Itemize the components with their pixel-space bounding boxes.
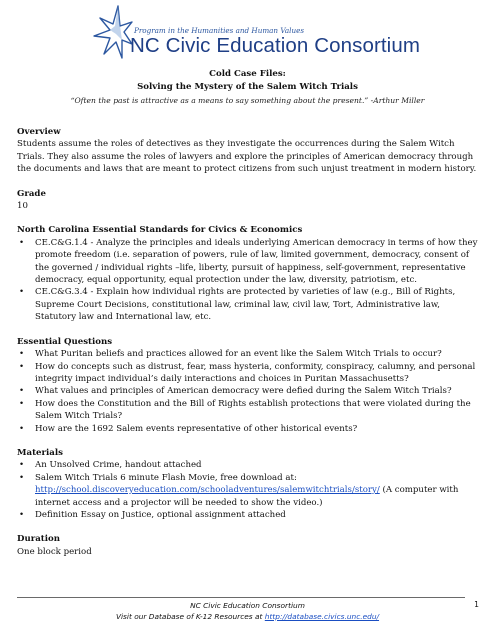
standard-text: CE.C&G.3.4 - Explain how individual rights are protected by varieties of law (e.g., Bill of Rights, Supreme Court Decisions, constitutional law, criminal law, civil law, Tort, Administrative law, Statutory law and International law, etc. bbox=[35, 287, 456, 323]
grade-heading: Grade bbox=[17, 188, 46, 199]
page-footer bbox=[0, 600, 495, 622]
standard-text: CE.C&G.1.4 - Analyze the principles and ideals underlying American democracy in terms of how they promote freedom (i.e. separation of powers, rule of law, limited government, democracy, consent of the governed / individual rights –life, liberty, pursuit of happiness, self-government, representative democracy, equal opportunity, equal protection under the law, diversity, patriotism, etc. bbox=[35, 237, 478, 286]
question-text: How does the Constitution and the Bill of Rights establish protections that were violated during the Salem Witch Trials? bbox=[35, 398, 471, 422]
question-text: What Puritan beliefs and practices allowed for an event like the Salem Witch Trials to occur? bbox=[35, 349, 442, 360]
page-number: 1 bbox=[474, 600, 479, 609]
list-item bbox=[17, 472, 479, 509]
footer-org-name: NC Civic Education Consortium bbox=[190, 601, 305, 610]
questions-list bbox=[17, 348, 479, 435]
document-body bbox=[17, 126, 479, 558]
list-item bbox=[17, 237, 479, 287]
bullet-icon: • bbox=[19, 460, 25, 471]
bullet-icon: • bbox=[19, 472, 25, 483]
org-logo bbox=[88, 4, 420, 62]
question-text: What values and principles of American democracy were defied during the Salem Witch Trials? bbox=[35, 386, 452, 397]
list-item bbox=[17, 459, 479, 471]
list-item bbox=[17, 361, 479, 386]
list-item bbox=[17, 398, 479, 423]
bullet-icon: • bbox=[19, 349, 25, 360]
title-line-2: Solving the Mystery of the Salem Witch Trials bbox=[137, 82, 358, 92]
database-link[interactable]: http://database.civics.unc.edu/ bbox=[264, 612, 380, 621]
list-item bbox=[17, 423, 479, 435]
material-text: An Unsolved Crime, handout attached bbox=[35, 460, 202, 471]
document-title bbox=[0, 68, 495, 94]
title-line-1: Cold Case Files: bbox=[209, 69, 286, 79]
footer-visit-text: Visit our Database of K-12 Resources at bbox=[115, 612, 265, 621]
epigraph-quote: “Often the past is attractive as a means to say something about the present.” -Arthur Miller bbox=[70, 96, 425, 105]
duration-heading: Duration bbox=[17, 534, 61, 545]
material-text: Salem Witch Trials 6 minute Flash Movie, free download at: bbox=[35, 472, 297, 483]
footer-visit-line bbox=[0, 611, 495, 622]
overview-heading: Overview bbox=[17, 127, 61, 137]
logo-tagline: Program in the Humanities and Human Values bbox=[134, 26, 305, 35]
bullet-icon: • bbox=[19, 237, 25, 248]
question-text: How do concepts such as distrust, fear, mass hysteria, conformity, conspiracy, calumny, and personal integrity impact individual’s daily interactions and choices in Puritan Massachusetts? bbox=[35, 361, 476, 384]
list-item bbox=[17, 286, 479, 323]
bullet-icon: • bbox=[19, 509, 25, 520]
overview-text: Students assume the roles of detectives as they investigate the occurrences during the Salem Witch Trials. They also assume the roles of lawyers and explore the principles of American democracy through the documents and laws that are meant to protect citizens from such unjust treatment in modern history. bbox=[17, 139, 477, 175]
list-item bbox=[17, 509, 479, 521]
list-item bbox=[17, 348, 479, 360]
star-logo-icon bbox=[88, 4, 134, 60]
question-text: How are the 1692 Salem events representative of other historical events? bbox=[35, 423, 358, 434]
materials-list bbox=[17, 459, 479, 521]
bullet-icon: • bbox=[19, 386, 25, 397]
duration-value: One block period bbox=[17, 546, 92, 557]
list-item bbox=[17, 385, 479, 397]
standards-list bbox=[17, 237, 479, 324]
logo-org-name: NC Civic Education Consortium bbox=[130, 34, 420, 57]
material-text: Definition Essay on Justice, optional assignment attached bbox=[35, 509, 286, 520]
bullet-icon: • bbox=[19, 398, 25, 409]
bullet-icon: • bbox=[19, 287, 25, 298]
material-note: (A computer with internet access and a projector will be needed to show the video.) bbox=[35, 485, 459, 508]
bullet-icon: • bbox=[19, 423, 25, 434]
materials-heading: Materials bbox=[17, 447, 63, 458]
questions-heading: Essential Questions bbox=[17, 336, 113, 347]
bullet-icon: • bbox=[19, 361, 25, 372]
footer-divider bbox=[17, 597, 465, 598]
grade-value: 10 bbox=[17, 201, 28, 212]
flash-movie-link[interactable]: http://school.discoveryeducation.com/schooladventures/salemwitchtrials/story/ bbox=[35, 485, 380, 496]
standards-heading: North Carolina Essential Standards for Civics & Economics bbox=[17, 225, 303, 236]
